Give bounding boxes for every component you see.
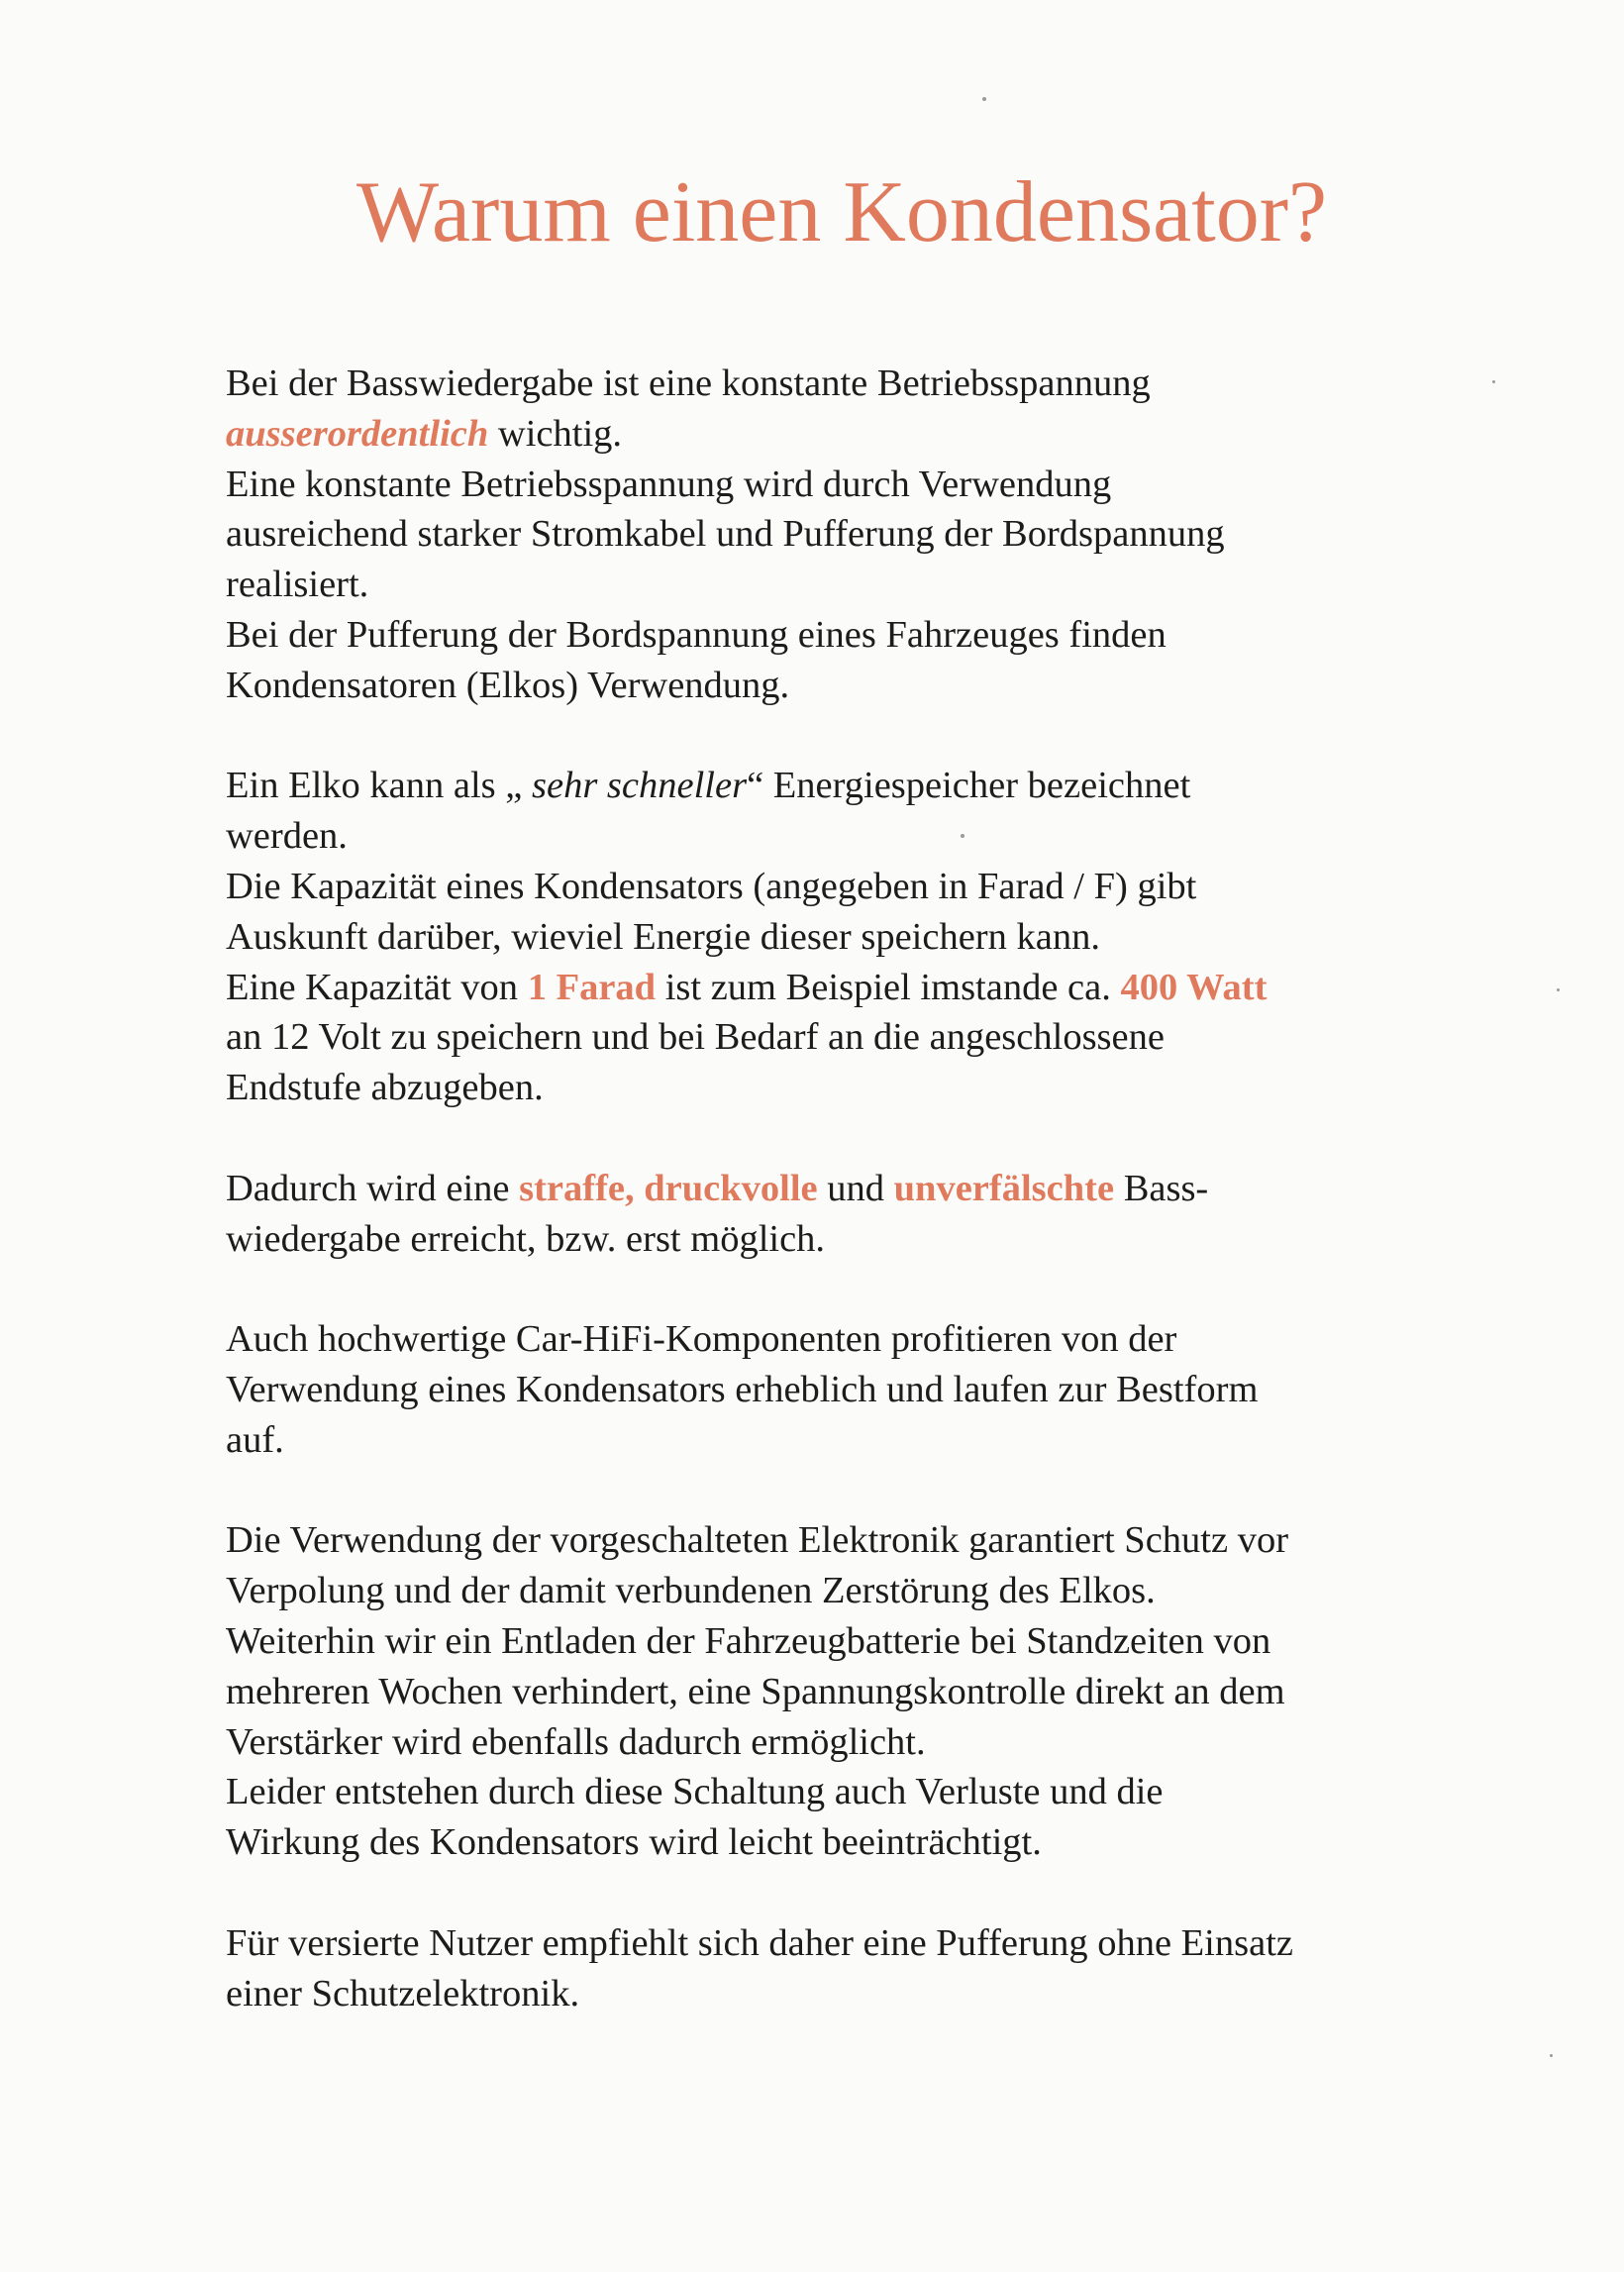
- text-line: Die Kapazität eines Kondensators (angegeben in Farad / F) gibt: [226, 865, 1197, 907]
- text-line: [226, 761, 1513, 811]
- text-line: Wirkung des Kondensators wird leicht beeinträchtigt.: [226, 1821, 1042, 1864]
- text-line: Verwendung eines Kondensators erheblich und laufen zur Bestform: [226, 1368, 1259, 1410]
- text-line: realisiert.: [226, 564, 369, 606]
- text-line: mehreren Wochen verhindert, eine Spannungskontrolle direkt an dem: [226, 1670, 1285, 1712]
- text-line: Endstufe abzugeben.: [226, 1067, 544, 1109]
- text-span: Dadurch wird eine: [226, 1167, 520, 1209]
- document-body: [226, 359, 1513, 2069]
- text-line: Bei der Pufferung der Bordspannung eines Fahrzeuges finden: [226, 613, 1167, 656]
- text-line: Eine konstante Betriebsspannung wird durch Verwendung: [226, 463, 1112, 505]
- scan-speck: [1557, 988, 1560, 991]
- text-line: Verpolung und der damit verbundenen Zerstörung des Elkos.: [226, 1570, 1156, 1612]
- paragraph-1: [226, 359, 1513, 711]
- text-span: Eine Kapazität von: [226, 966, 528, 1008]
- scan-speck: [1550, 2054, 1553, 2057]
- text-line: Bei der Basswiedergabe ist eine konstante Betriebsspannung: [226, 362, 1151, 404]
- text-span: wichtig.: [488, 412, 623, 455]
- emphasis-400-watt: 400 Watt: [1120, 966, 1268, 1008]
- paragraph-2: [226, 761, 1513, 1113]
- scan-speck: [961, 834, 964, 838]
- text-line: Weiterhin wir ein Entladen der Fahrzeugbatterie bei Standzeiten von: [226, 1619, 1271, 1662]
- paragraph-6: [226, 1918, 1513, 2019]
- text-span: Bass-: [1114, 1167, 1209, 1209]
- text-line: ausreichend starker Stromkabel und Pufferung der Bordspannung: [226, 513, 1225, 556]
- text-line: [226, 1164, 1513, 1214]
- text-line: wiedergabe erreicht, bzw. erst möglich.: [226, 1217, 826, 1260]
- paragraph-3: [226, 1164, 1513, 1265]
- emphasis-1-farad: 1 Farad: [527, 966, 657, 1008]
- text-line: Verstärker wird ebenfalls dadurch ermöglicht.: [226, 1720, 926, 1763]
- text-line: einer Schutzelektronik.: [226, 1972, 580, 2014]
- text-line: Auskunft darüber, wieviel Energie dieser speichern kann.: [226, 915, 1100, 958]
- paragraph-4: [226, 1314, 1513, 1465]
- text-line: Für versierte Nutzer empfiehlt sich daher eine Pufferung ohne Einsatz: [226, 1921, 1293, 1964]
- text-line: Auch hochwertige Car-HiFi-Komponenten profitieren von der: [226, 1318, 1177, 1361]
- text-line: Kondensatoren (Elkos) Verwendung.: [226, 664, 790, 706]
- text-span: und: [817, 1167, 894, 1209]
- text-line: auf.: [226, 1418, 284, 1461]
- emphasis-unverfaelschte: unverfälschte: [893, 1167, 1115, 1209]
- text-span: “ Energiespeicher bezeichnet: [747, 765, 1191, 807]
- text-line: an 12 Volt zu speichern und bei Bedarf an die angeschlossene: [226, 1016, 1165, 1059]
- scan-speck: [1492, 380, 1495, 383]
- scan-speck: [982, 97, 986, 101]
- paragraph-5: [226, 1515, 1513, 1868]
- text-span: ist zum Beispiel imstande ca.: [656, 966, 1121, 1008]
- text-line: [226, 963, 1513, 1013]
- text-line: Leider entstehen durch diese Schaltung auch Verluste und die: [226, 1771, 1164, 1813]
- text-span: Ein Elko kann als „: [226, 765, 532, 807]
- emphasis-sehr-schneller: sehr schneller: [532, 765, 748, 807]
- emphasis-ausserordentlich: ausserordentlich: [226, 412, 489, 455]
- emphasis-straffe-druckvolle: straffe, druckvolle: [519, 1167, 818, 1209]
- text-line: Die Verwendung der vorgeschalteten Elektronik garantiert Schutz vor: [226, 1519, 1289, 1562]
- page-title: Warum einen Kondensator?: [355, 164, 1328, 260]
- text-line: [226, 409, 1513, 460]
- text-line: werden.: [226, 815, 348, 858]
